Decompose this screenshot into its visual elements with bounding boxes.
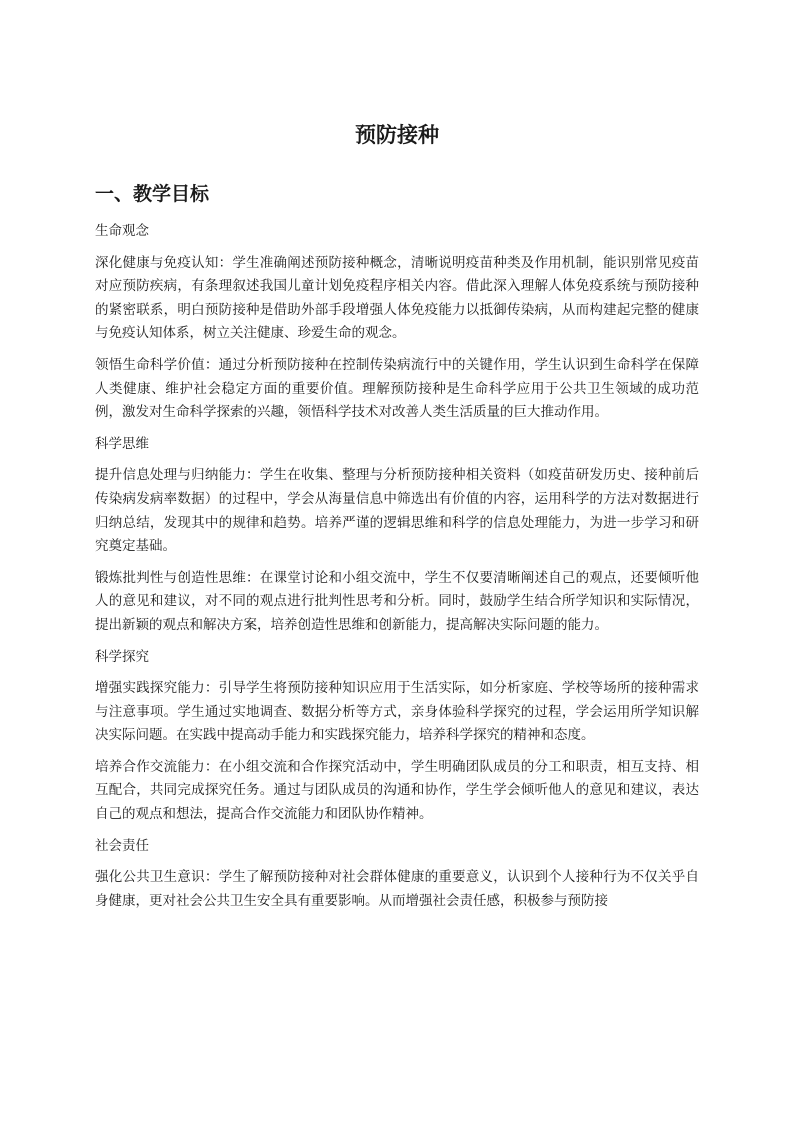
subheading-scientific-inquiry: 科学探究 [95,648,149,665]
paragraph: 提升信息处理与归纳能力：学生在收集、整理与分析预防接种相关资料（如疫苗研发历史、接种前后传染病发病率数据）的过程中，学会从海量信息中筛选出有价值的内容，运用科学的方法对数据进行归纳总结，发现其中的规律和趋势。培养严谨的逻辑思维和科学的信息处理能力，为进一步学习和研究奠定基础。 [95,467,699,555]
subheading-social-responsibility: 社会责任 [95,837,149,854]
section-heading: 一、教学目标 [95,183,210,205]
paragraph: 培养合作交流能力：在小组交流和合作探究活动中，学生明确团队成员的分工和职责，相互支持、相互配合，共同完成探究任务。通过与团队成员的沟通和协作，学生学会倾听他人的意见和建议，表达自己的观点和想法，提高合作交流能力和团队协作精神。 [95,758,699,823]
paragraph: 强化公共卫生意识：学生了解预防接种对社会群体健康的重要意义，认识到个人接种行为不仅关乎自身健康，更对社会公共卫生安全具有重要影响。从而增强社会责任感，积极参与预防接 [95,869,699,909]
paragraph: 增强实践探究能力：引导学生将预防接种知识应用于生活实际，如分析家庭、学校等场所的接种需求与注意事项。学生通过实地调查、数据分析等方式，亲身体验科学探究的过程，学会运用所学知识解决实际问题。在实践中提高动手能力和实践探究能力，培养科学探究的精神和态度。 [95,680,699,744]
paragraph: 领悟生命科学价值：通过分析预防接种在控制传染病流行中的关键作用，学生认识到生命科学在保障人类健康、维护社会稳定方面的重要价值。理解预防接种是生命科学应用于公共卫生领域的成功范例，激发对生命科学探索的兴趣，领悟科学技术对改善人类生活质量的巨大推动作用。 [95,356,699,421]
subheading-life-concept: 生命观念 [95,223,149,239]
paragraph: 锻炼批判性与创造性思维：在课堂讨论和小组交流中，学生不仅要清晰阐述自己的观点，还要倾听他人的意见和建议，对不同的观点进行批判性思考和分析。同时，鼓励学生结合所学知识和实际情况，提出新颖的观点和解决方案，培养创造性思维和创新能力，提高解决实际问题的能力。 [95,569,699,633]
paragraph: 深化健康与免疫认知：学生准确阐述预防接种概念，清晰说明疫苗种类及作用机制，能识别常见疫苗对应预防疾病，有条理叙述我国儿童计划免疫程序相关内容。借此深入理解人体免疫系统与预防接种的紧密联系，明白预防接种是借助外部手段增强人体免疫能力以抵御传染病，从而构建起完整的健康与免疫认知体系，树立关注健康、珍爱生命的观念。 [95,254,699,342]
document-title: 预防接种 [355,123,439,147]
subheading-scientific-thinking: 科学思维 [95,435,149,452]
document-body [95,220,699,921]
